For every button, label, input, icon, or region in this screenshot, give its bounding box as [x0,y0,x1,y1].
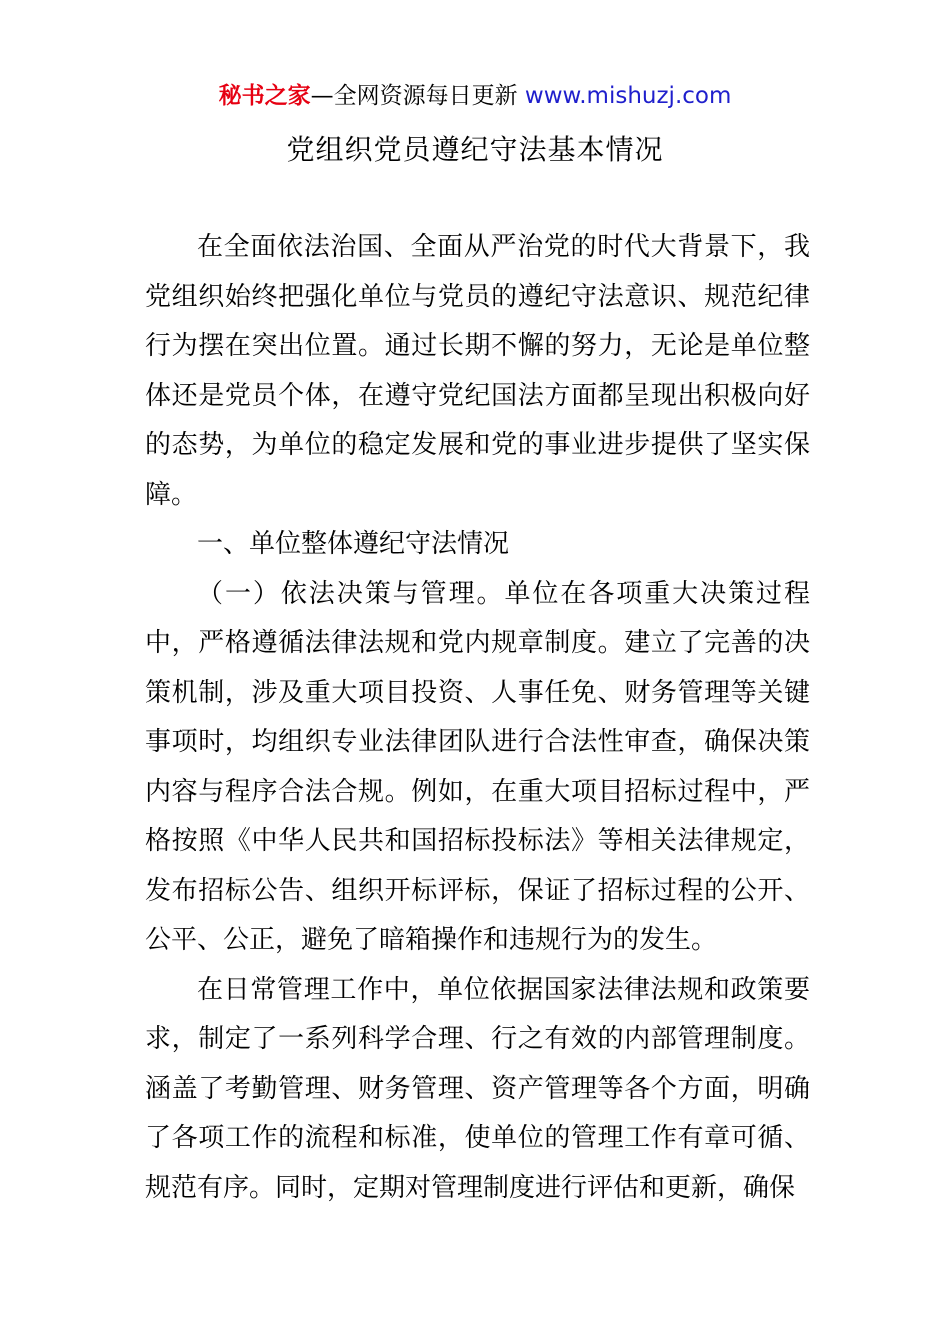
paragraph-decision-management: （一）依法决策与管理。单位在各项重大决策过程中，严格遵循法律法规和党内规章制度。建立了完善的决策机制，涉及重大项目投资、人事任免、财务管理等关键事项时，均组织专业法律团队进行合法性审查，确保决策内容与程序合法合规。例如，在重大项目招标过程中，严格按照《中华人民共和国招标投标法》等相关法律规定，发布招标公告、组织开标评标，保证了招标过程的公开、公平、公正，避免了暗箱操作和违规行为的发生。 [145,578,810,955]
document-title: 党组织党员遵纪守法基本情况 [286,133,664,166]
site-header [0,80,950,112]
paragraph-daily-management: 在日常管理工作中，单位依据国家法律法规和政策要求，制定了一系列科学合理、行之有效的内部管理制度。涵盖了考勤管理、财务管理、资产管理等各个方面，明确了各项工作的流程和标准，使单位的管理工作有章可循、规范有序。同时，定期对管理制度进行评估和更新，确保 [145,974,810,1203]
site-tagline: —全网资源每日更新 [310,83,525,109]
paragraph-intro: 在全面依法治国、全面从严治党的时代大背景下，我党组织始终把强化单位与党员的遵纪守法意识、规范纪律行为摆在突出位置。通过长期不懈的努力，无论是单位整体还是党员个体，在遵守党纪国法方面都呈现出积极向好的态势，为单位的稳定发展和党的事业进步提供了坚实保障。 [145,232,810,510]
document-body [145,223,810,1213]
site-brand: 秘书之家 [218,83,311,109]
section-heading: 一、单位整体遵纪守法情况 [197,529,510,559]
site-url[interactable]: www.mishuzj.com [524,83,732,109]
